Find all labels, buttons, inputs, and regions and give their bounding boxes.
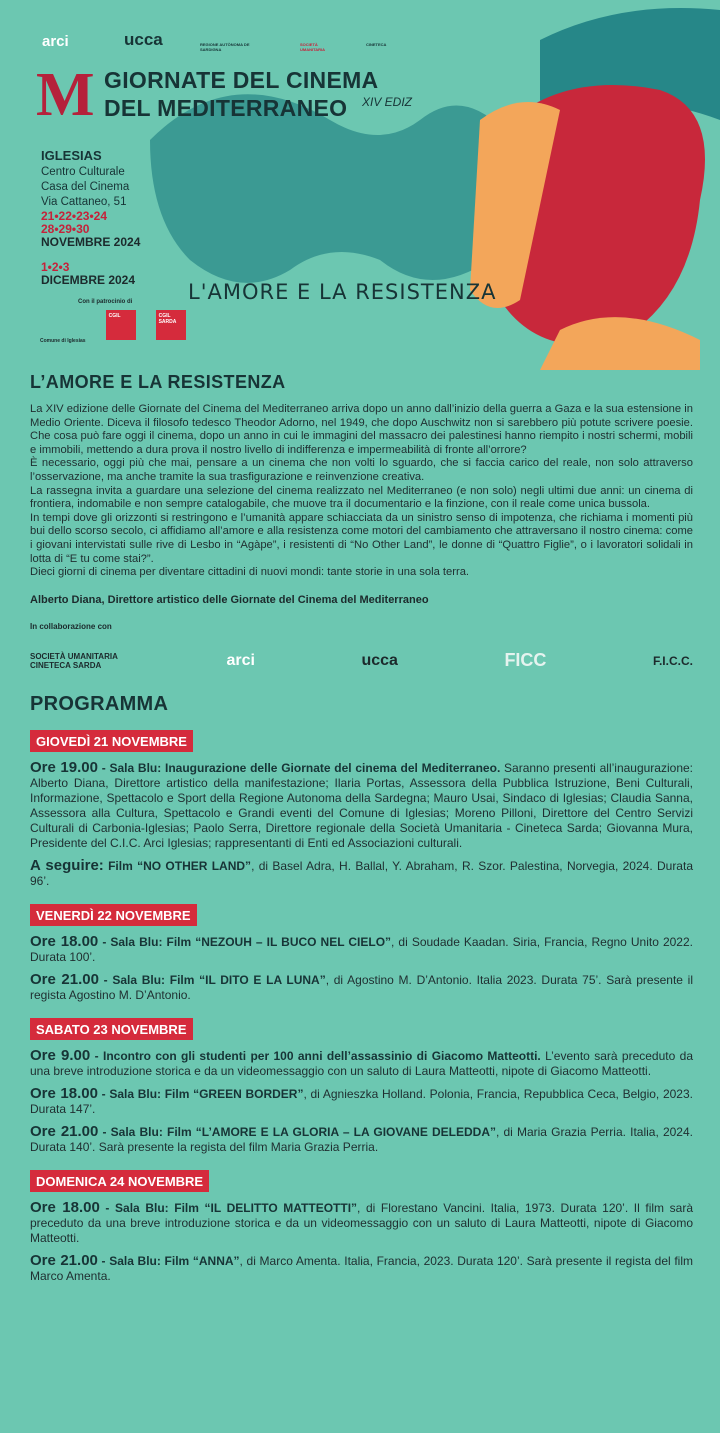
- event-time: Ore 18.00: [30, 1084, 98, 1102]
- event-title: - Sala Blu: Film “IL DELITTO MATTEOTTI”: [99, 1200, 358, 1215]
- dates-nov-2: 28•29•30: [41, 222, 90, 236]
- program-event: [30, 1086, 693, 1117]
- event-title: - Sala Blu: Inaugurazione delle Giornate del cinema del Mediterraneo.: [97, 760, 501, 775]
- title-line-1: GIORNATE DEL CINEMA: [104, 67, 379, 93]
- patrocinio-logos: [40, 310, 186, 344]
- day-label: SABATO 23 NOVEMBRE: [30, 1018, 193, 1040]
- title-line-2: DEL MEDITERRANEO: [104, 95, 348, 121]
- program-event: [30, 934, 693, 965]
- venue: [41, 148, 129, 210]
- m-logo: M: [36, 61, 95, 129]
- event-text: , di Maria Grazia Perria. Italia, 2024. Durata 140’. Sarà presente la regista del film Maria Grazia Perria.: [30, 1124, 693, 1154]
- event-time: Ore 21.00: [30, 1251, 98, 1269]
- event-text: , di Agnieszka Holland. Polonia, Francia, Repubblica Ceca, Belgio, 2023. Durata 147’.: [30, 1086, 693, 1116]
- event-text: , di Agostino M. D’Antonio. Italia 2023. Durata 75’. Sarà presente il regista Agostino M. D’Antonio.: [30, 972, 693, 1002]
- arci-logo: arci: [42, 33, 69, 50]
- intro-body: [30, 403, 693, 580]
- event-title: - Sala Blu: Film “GREEN BORDER”: [97, 1086, 304, 1101]
- signature: Alberto Diana, Direttore artistico delle Giornate del Cinema del Mediterraneo: [30, 593, 429, 606]
- cineteca-sarda-logo: SOCIETÀ UMANITARIA CINETECA SARDA: [30, 651, 118, 670]
- regione-sardegna-logo: REGIONE AUTÒNOMA DE SARDIGNA: [200, 42, 250, 52]
- event-title: - Sala Blu: Film “ANNA”: [97, 1253, 240, 1268]
- program-event: [30, 972, 693, 1003]
- intro-heading: L’AMORE E LA RESISTENZA: [30, 372, 286, 392]
- cgil-sarda-logo: CGIL SARDA: [156, 310, 186, 340]
- event-text: L’evento sarà preceduto da una breve introduzione storica e da un videomessaggio con un saluto di Laura Matteotti, nipote di Giacomo Matteotti.: [30, 1048, 693, 1078]
- venue-line: Casa del Cinema: [41, 181, 130, 193]
- event-title: Film “NO OTHER LAND”: [103, 858, 252, 873]
- program-event: [30, 760, 693, 851]
- ucca-logo: ucca: [361, 651, 398, 669]
- event-title: [104, 66, 378, 122]
- program-event: [30, 1048, 693, 1079]
- dates-nov-month: NOVEMBRE 2024: [41, 235, 141, 249]
- intro-paragraph: È necessario, oggi più che mai, pensare a un cinema che non volti lo sguardo, che si faccia carico del reale, non solo attraverso l’osservazione, ma anche tramite la sua trasfigurazione e reinvenzione creativa.: [30, 457, 693, 483]
- patrocinio-label: Con il patrocinio di: [78, 299, 133, 305]
- event-time: Ore 9.00: [30, 1046, 91, 1064]
- event-text: , di Soudade Kaadan. Siria, Francia, Regno Unito 2022. Durata 100’.: [30, 934, 693, 964]
- dates-dec-month: DICEMBRE 2024: [41, 273, 136, 287]
- day-label: GIOVEDÌ 21 NOVEMBRE: [30, 730, 193, 752]
- edition-label: XIV EDIZ: [362, 95, 413, 109]
- event-title: - Incontro con gli studenti per 100 anni dell’assassinio di Giacomo Matteotti.: [90, 1048, 541, 1063]
- event-text: , di Basel Adra, H. Ballal, Y. Abraham, R. Szor. Palestina, Norvegia, 2024. Durata 96’.: [30, 858, 693, 888]
- intro-paragraph: La rassegna invita a guardare una selezione del cinema realizzato nel Mediterraneo (e non solo) negli ultimi due anni: un cinema di frontiera, indomabile e non sempre catalogabile, che muove tra il documentario e la finzione, con il reale come unica bussola.: [30, 484, 693, 511]
- societa-umanitaria-logo: SOCIETÀ UMANITARIA: [300, 42, 326, 52]
- venue-line: Via Cattaneo, 51: [41, 196, 127, 208]
- dates: [41, 210, 140, 287]
- dates-dec-1: 1•2•3: [41, 260, 70, 274]
- ficc-sardegna-logo: F.I.C.C.: [652, 653, 693, 668]
- program-event: [30, 1124, 693, 1155]
- event-text: , di Florestano Vancini. Italia, 1973. Durata 120’. Il film sarà preceduto da una breve introduzione storica e da un videomessaggio con un saluto di Laura Matteotti, nipote di Giacomo Matteotti.: [30, 1200, 693, 1245]
- intro-paragraph: Dieci giorni di cinema per diventare cittadini di nuovi mondi: tante storie in una sola terra.: [30, 566, 470, 579]
- main-content: [30, 372, 693, 1291]
- tagline: L'AMORE E LA RESISTENZA: [188, 280, 497, 304]
- ficc-logo: FICC: [504, 650, 547, 671]
- event-time: Ore 21.00: [30, 1122, 99, 1140]
- comune-iglesias-logo: Comune di Iglesias: [40, 338, 86, 344]
- intro-paragraph: In tempi dove gli orizzonti si restringono e l’umanità appare schiacciata da un sinistro senso di impotenza, che richiama i momenti più bui dello scorso secolo, ci affidiamo all’amore e alla resistenza come motori del cambiamento che attraversano il nostro cinema: come i giovani intervistati sulle rive di Lesbo in “Agàpe”, i resistenti di “No Other Land”, le donne di “Quattro Figlie”, o i lavoratori solidali in lotta di “E tu come stai?”.: [30, 511, 693, 565]
- dates-nov-1: 21•22•23•24: [41, 209, 107, 223]
- program-event: [30, 1200, 693, 1246]
- intro-paragraph: La XIV edizione delle Giornate del Cinema del Mediterraneo arriva dopo un anno dall’inizio della guerra a Gaza e la sua estensione in Medio Oriente. Diceva il filosofo tedesco Theodor Adorno, nel 1949, che dopo Auschwitz non si sarebbero più potute scrivere poesie. Che cosa può fare oggi il cinema, dopo un anno in cui le immagini del massacro dei palestinesi hanno riempito i nostri schermi, mobili e immobili, mettendo a dura prova il nostro livello di indifferenza e impermeabilità di fronte all’orrore?: [30, 403, 693, 456]
- event-time: A seguire:: [30, 856, 104, 874]
- hero-banner: [0, 0, 720, 370]
- cgil-logo: CGIL: [106, 310, 136, 340]
- program-event: [30, 1253, 693, 1284]
- event-time: Ore 21.00: [30, 970, 99, 988]
- event-text: Saranno presenti all’inaugurazione: Alberto Diana, Direttore artistico della manifestazione; Ilaria Portas, Assessora della Pubblica Istruzione, Beni Culturali, Informazione, Spettacolo e Sport della Regione Autonoma della Sardegna; Mauro Usai, Sindaco di Iglesias; Claudia Sanna, Assessora alla Cultura, Spettacolo e Grandi eventi del Comune di Iglesias; Moreno Pilloni, Direttore del Centro Servizi Culturali di Carbonia-Iglesias; Paolo Serra, Direttore regionale della Società Umanitaria - Cineteca Sarda; Giovanna Mura, Presidente del C.I.C. Arci Iglesias; rappresentanti di Enti ed Associazioni culturali.: [30, 760, 694, 850]
- arci-logo: arci: [226, 651, 255, 669]
- day-label: DOMENICA 24 NOVEMBRE: [30, 1170, 209, 1192]
- venue-line: Centro Culturale: [41, 166, 125, 178]
- event-title: - Sala Blu: Film “L’AMORE E LA GLORIA – LA GIOVANE DELEDDA”: [98, 1124, 496, 1139]
- collab-logos: [30, 643, 693, 679]
- event-time: Ore 18.00: [30, 932, 99, 950]
- ucca-logo: ucca: [124, 30, 163, 49]
- programma-heading: PROGRAMMA: [30, 692, 169, 715]
- program-event: [30, 858, 693, 889]
- collab-label: In collaborazione con: [30, 621, 112, 631]
- event-text: , di Marco Amenta. Italia, Francia, 2023. Durata 120’. Sarà presente il regista del film Marco Amenta.: [30, 1253, 694, 1283]
- city: IGLESIAS: [41, 148, 102, 163]
- day-label: VENERDÌ 22 NOVEMBRE: [30, 904, 197, 926]
- cineteca-logo: CINETECA: [366, 42, 387, 47]
- event-title: - Sala Blu: Film “NEZOUH – IL BUCO NEL CIELO”: [98, 934, 392, 949]
- program-list: [30, 722, 693, 1284]
- event-time: Ore 18.00: [30, 1198, 100, 1216]
- event-time: Ore 19.00: [30, 758, 98, 776]
- event-title: - Sala Blu: Film “IL DITO E LA LUNA”: [98, 972, 326, 987]
